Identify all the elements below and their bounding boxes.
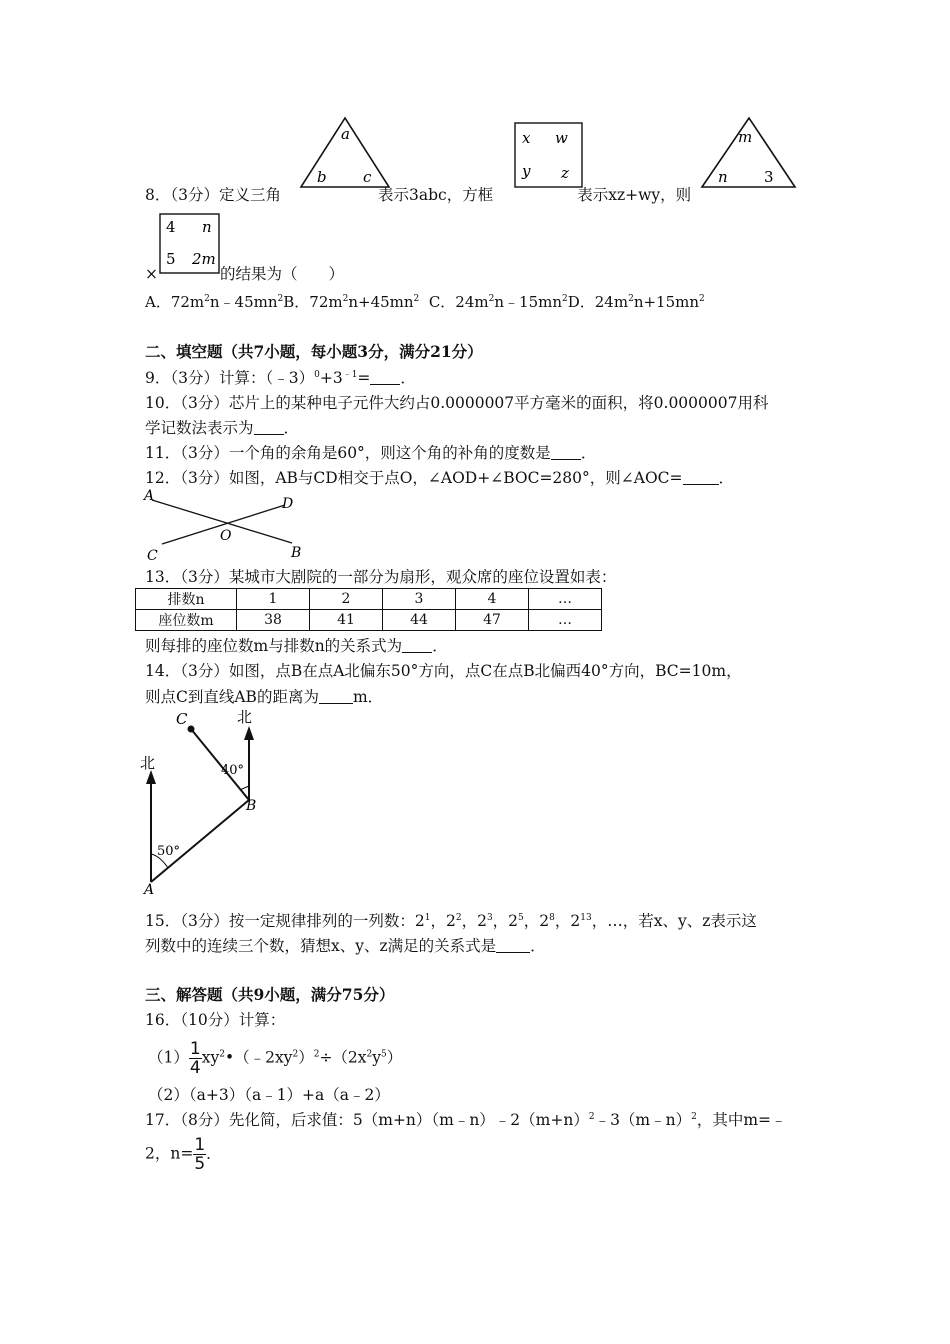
tri2-top: m xyxy=(738,128,753,146)
box1-br: z xyxy=(561,164,569,182)
q17-line2: 2，n= $\frac{1}{5}$ ． xyxy=(145,1135,222,1174)
label-c: C xyxy=(147,548,158,564)
triangle-abc-figure xyxy=(297,112,395,192)
box-xwyz-figure xyxy=(513,121,585,189)
q9: 9．（3分）计算：$(﹣3)^0+3^{﹣1}=$ ． xyxy=(145,369,416,387)
q17-line1: 17．（8分）先化简，后求值：$5(m+n)(m﹣n)﹣2(m+n)^2﹣3(m﹣n)^2$，其中m=﹣ xyxy=(145,1111,787,1129)
q8-options xyxy=(145,292,705,312)
table-row: 排数n 1 2 3 4 … xyxy=(136,589,602,610)
label-b-point: B xyxy=(246,798,257,814)
q13-blank[interactable] xyxy=(402,638,432,653)
option-b[interactable]: B．$72m^2n+45mn^2$ xyxy=(283,293,420,311)
box1-bl: y xyxy=(522,162,531,180)
q10-blank[interactable] xyxy=(254,420,284,435)
q15-line1: 15．（3分）按一定规律排列的一列数：$2^1$，$2^2$，$2^3$，$2^5$，$2^8$，$2^{13}$，…，若x、y、z表示这 xyxy=(145,912,757,930)
fraction-one-fifth: $\frac{1}{5}$ xyxy=(194,1135,206,1174)
tri1-top: a xyxy=(341,125,350,143)
north-label-a: 北 xyxy=(140,754,156,772)
q16-part2: （2）（a+3）（a﹣1）+a（a﹣2） xyxy=(148,1086,390,1104)
q15-blank[interactable] xyxy=(496,938,530,953)
q13-after: 则每排的座位数m与排数n的关系式为 ． xyxy=(145,637,448,655)
section2-title: 二、填空题（共7小题，每小题3分，满分21分） xyxy=(145,342,483,361)
option-c[interactable]: C．$24m^2n﹣15mn^2$ xyxy=(428,293,568,311)
q10-line1: 10．（3分）芯片上的某种电子元件大约占0.0000007平方毫米的面积，将0.0000007用科 xyxy=(145,394,769,412)
angle-40-label: 40° xyxy=(221,763,245,778)
fraction-one-quarter: $\frac{1}{4}$ xyxy=(189,1039,201,1078)
intersecting-lines-figure xyxy=(142,486,312,564)
triangle-mn3-figure xyxy=(698,112,800,192)
q10-line2: 学记数法表示为 ． xyxy=(145,419,300,437)
seat-table xyxy=(135,588,602,631)
q13: 13．（3分）某城市大剧院的一部分为扇形，观众席的座位设置如表： xyxy=(145,568,617,586)
label-a-point: A xyxy=(144,882,155,896)
table-row: 座位数m 38 41 44 47 … xyxy=(136,610,602,631)
q14-line2: 则点C到直线AB的距离为 m． xyxy=(145,688,384,706)
option-d[interactable]: D．$24m^2n+15mn^2$ xyxy=(567,293,705,311)
label-b: B xyxy=(291,545,302,561)
box2-tl: 4 xyxy=(166,218,176,236)
q16: 16．（10分）计算： xyxy=(145,1011,286,1029)
q9-blank[interactable] xyxy=(370,370,400,385)
tri2-right: 3 xyxy=(764,168,774,186)
label-o: O xyxy=(220,528,232,544)
angle-50-label: 50° xyxy=(157,844,181,859)
q8-line2: × 的结果为（ ） xyxy=(145,265,345,283)
q12: 12．（3分）如图，AB与CD相交于点O，∠AOD+∠BOC=280°，则∠AOC= ． xyxy=(145,469,735,487)
q11-blank[interactable] xyxy=(551,445,581,460)
q15-line2: 列数中的连续三个数，猜想x、y、z满足的关系式是 ． xyxy=(145,937,546,955)
q12-blank[interactable] xyxy=(683,470,719,485)
q14-line1: 14．（3分）如图，点B在点A北偏东50°方向，点C在点B北偏西40°方向，BC=10m， xyxy=(145,662,742,680)
q11: 11．（3分）一个角的余角是60°，则这个角的补角的度数是 ． xyxy=(145,444,597,462)
option-a[interactable]: A．$72m^2n﹣45mn^2$ xyxy=(145,293,284,311)
label-c-point: C xyxy=(176,710,188,728)
box1-tr: w xyxy=(555,129,568,147)
tri2-left: n xyxy=(718,168,728,186)
label-d: D xyxy=(282,496,294,512)
section3-title: 三、解答题（共9小题，满分75分） xyxy=(145,985,395,1004)
direction-figure xyxy=(140,704,270,896)
q8-line1: 8．（3分）定义三角 表示3abc，方框 表示xz+wy，则 xyxy=(145,186,692,204)
tri1-right: c xyxy=(363,168,372,186)
box2-br: 2m xyxy=(192,250,216,268)
tri1-left: b xyxy=(317,168,327,186)
box2-tr: n xyxy=(202,218,212,236)
north-label-b: 北 xyxy=(237,708,253,726)
label-a: A xyxy=(144,488,155,504)
q16-part1: （1） $\frac{1}{4}$ $xy^2•(﹣2xy^2)^2\div(2x^2y^5)$ xyxy=(148,1039,403,1078)
q14-blank[interactable] xyxy=(319,689,353,704)
box1-tl: x xyxy=(522,129,531,147)
box2-bl: 5 xyxy=(166,250,176,268)
